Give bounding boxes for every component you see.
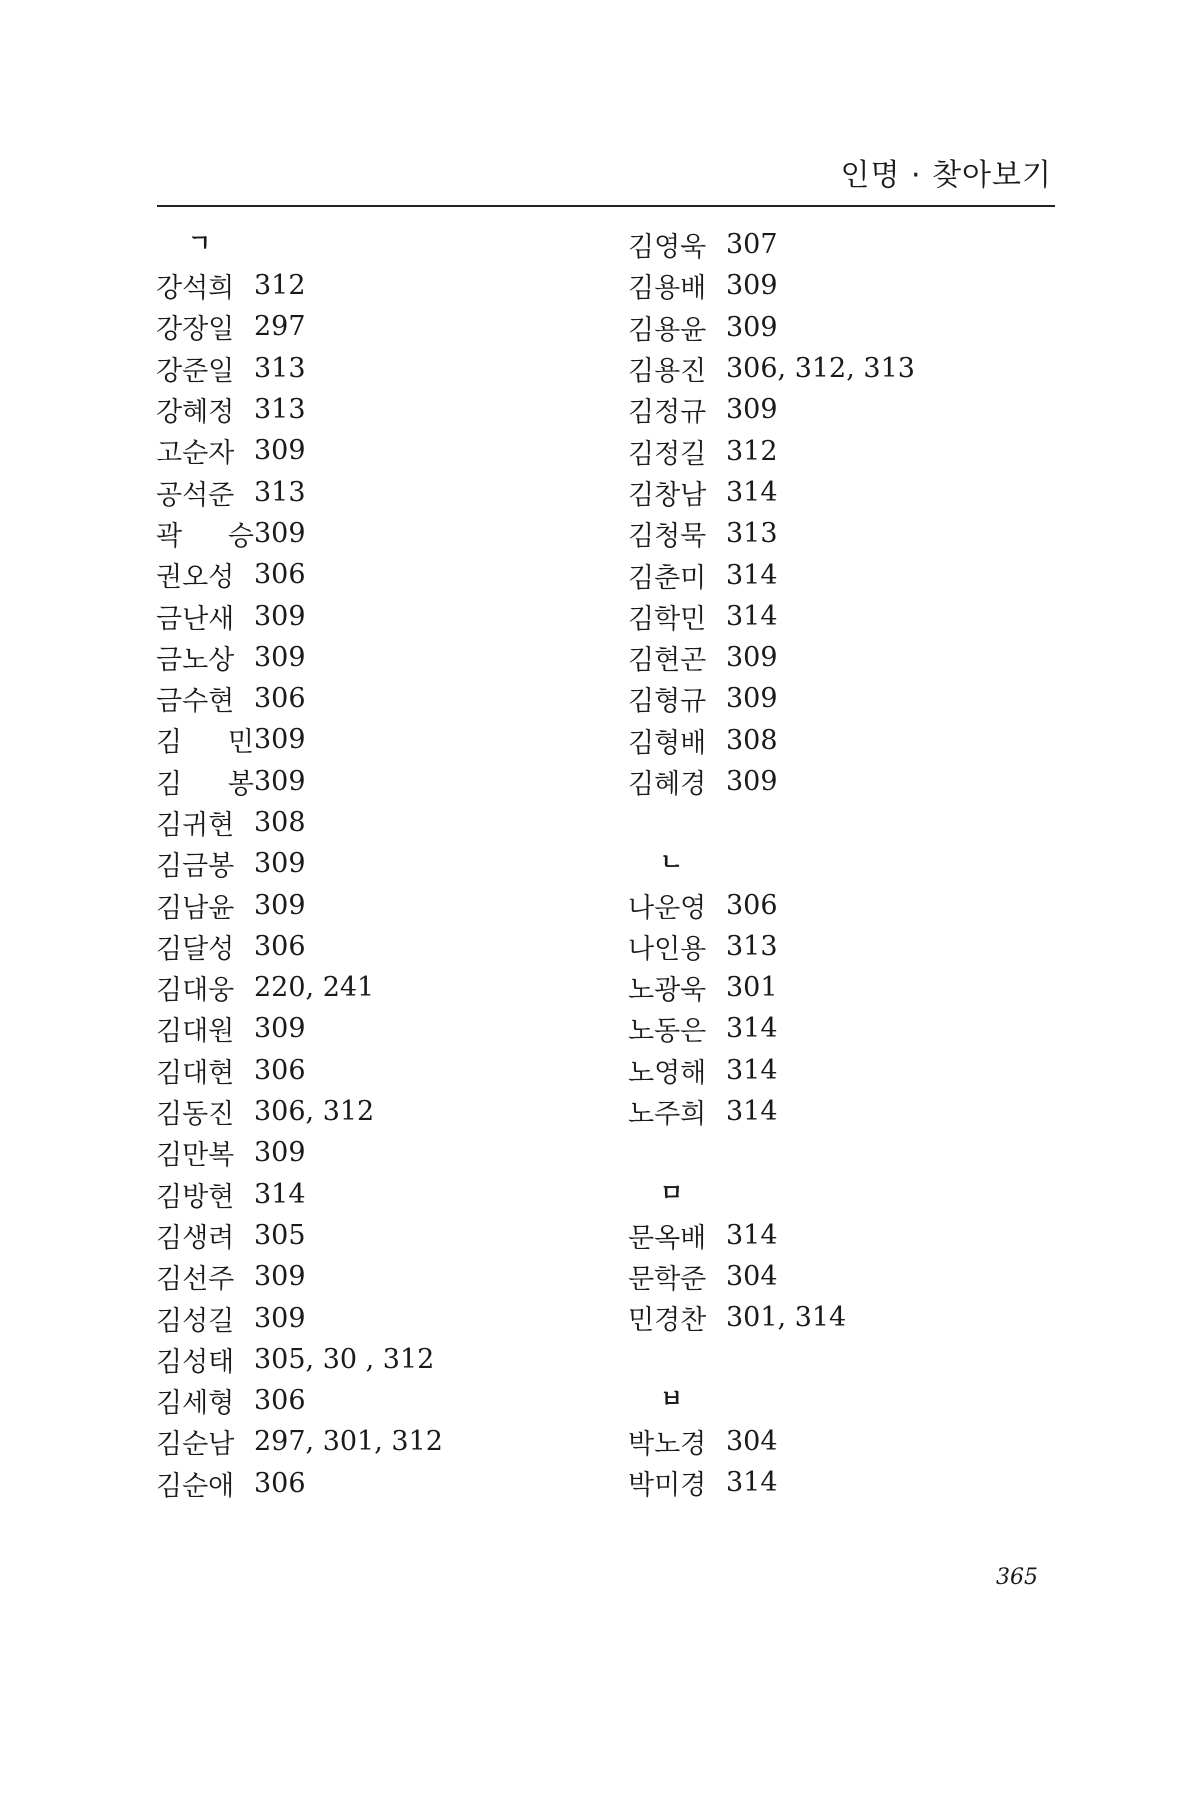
entry-pages: 314 [726,1013,778,1045]
entry-name: 김정길 [628,438,707,470]
entry-name: 문옥배 [628,1222,707,1254]
entry-name: 김금봉 [156,851,235,883]
index-entry [156,513,576,554]
index-entry [156,306,576,347]
index-entry [156,678,576,719]
entry-name: 김생려 [156,1222,235,1254]
entry-pages: 309 [254,1137,306,1169]
entry-pages: 309 [254,889,306,921]
index-entry [156,430,576,471]
index-entry [156,1008,576,1049]
entry-name: 노광욱 [628,975,707,1007]
index-entry [156,719,576,760]
index-entry [156,1050,576,1091]
entry-pages: 301, 314 [726,1302,847,1334]
entry-name: 김남윤 [156,892,235,924]
entry-pages: 306, 312, 313 [726,353,915,385]
entry-pages: 308 [254,807,306,838]
index-entry [628,1050,1048,1091]
index-entry [156,1215,576,1256]
entry-name: 김대현 [156,1057,235,1089]
entry-pages: 313 [726,930,778,962]
entry-pages: 309 [254,641,306,673]
index-entry [628,472,1048,513]
entry-name: 김창남 [628,479,707,511]
index-entry [156,1174,576,1215]
index-entry [156,926,576,967]
index-entry [156,1463,576,1504]
entry-name: 금노상 [156,644,235,676]
section-letter: ㅂ [660,1384,684,1413]
index-entry [156,1132,576,1173]
entry-name: 김형배 [628,727,707,759]
entry-pages: 309 [726,766,778,797]
index-entry [628,761,1048,802]
entry-name: 김영욱 [628,232,707,264]
entry-name: 김귀현 [156,810,235,841]
section-gap [628,802,1048,843]
index-entry [156,1380,576,1421]
entry-name: 김달성 [156,933,235,965]
entry-pages: 297, 301, 312 [254,1426,443,1458]
entry-name: 김혜경 [628,769,707,800]
entry-pages: 313 [254,352,306,384]
entry-pages: 309 [254,517,306,549]
entry-name: 김춘미 [628,562,707,594]
section-letter: ㄱ [188,229,212,257]
entry-name: 강혜정 [156,397,235,429]
entry-pages: 301 [726,972,778,1004]
index-entry [628,1256,1048,1297]
entry-name: 김정규 [628,397,707,429]
entry-pages: 309 [726,394,778,426]
entry-name: 김용진 [628,356,707,388]
index-entry [156,471,576,512]
entry-pages: 312 [726,435,778,467]
entry-name: 박미경 [628,1470,707,1502]
entry-name: 강준일 [156,355,235,387]
entry-name: 김세형 [156,1388,235,1420]
entry-pages: 306 [254,1054,306,1086]
entry-name: 권오성 [156,562,235,594]
index-entry [628,348,1048,389]
entry-pages: 313 [254,476,306,508]
entry-pages: 309 [254,600,306,632]
entry-name: 김대웅 [156,975,235,1007]
entry-pages: 309 [254,848,306,880]
entry-name: 김용윤 [628,314,707,346]
index-entry [156,802,576,843]
header-rule [157,205,1055,207]
section-gap [628,1132,1048,1173]
entry-pages: 220, 241 [254,972,375,1004]
entry-name: 공석준 [156,479,235,511]
index-entry [628,1215,1048,1256]
entry-name: 노동은 [628,1016,707,1048]
entry-name: 김만복 [156,1140,235,1172]
index-entry [156,1297,576,1338]
index-entry [156,265,576,306]
entry-pages: 306 [254,1467,306,1499]
index-entry [628,265,1048,306]
entry-pages: 313 [254,394,306,426]
index-entry [156,348,576,389]
index-entry [628,1008,1048,1049]
index-entry [628,1421,1048,1462]
index-entry [628,884,1048,925]
entry-name: 김학민 [628,603,707,635]
running-header: 인명 · 찾아보기 [840,158,1052,193]
entry-pages: 314 [726,1054,778,1086]
index-entry [628,389,1048,430]
index-entry [628,720,1048,761]
index-entry [156,554,576,595]
entry-name: 노영해 [628,1057,707,1089]
index-entry [628,307,1048,348]
index-entry [628,637,1048,678]
entry-pages: 314 [726,600,778,632]
section-gap [628,1338,1048,1379]
entry-pages: 307 [726,229,778,261]
entry-name: 김현곤 [628,645,707,677]
entry-pages: 306 [726,889,778,921]
index-entry [156,1091,576,1132]
entry-name: 김성태 [156,1346,235,1378]
index-entry [628,678,1048,719]
index-entry [628,596,1048,637]
index-entry [156,884,576,925]
index-column-right [628,224,1048,1503]
index-entry [156,1339,576,1380]
entry-pages: 309 [254,724,306,756]
index-entry [156,843,576,884]
entry-pages: 309 [726,270,778,302]
entry-pages: 313 [726,518,778,550]
entry-name: 강석희 [156,273,235,305]
entry-name: 김순남 [156,1429,235,1461]
entry-pages: 309 [254,765,306,797]
entry-name: 곽 승 [156,520,254,552]
entry-pages: 306, 312 [254,1096,375,1128]
entry-name: 김 민 [156,727,254,759]
entry-pages: 305, 30 , 312 [254,1343,435,1375]
entry-name: 문학준 [628,1263,707,1295]
entry-name: 김청묵 [628,521,707,553]
index-column-left [156,224,576,1504]
entry-pages: 312 [254,270,306,302]
entry-name: 고순자 [156,438,235,470]
entry-pages: 314 [726,1096,778,1128]
section-letter: ㅁ [660,1178,684,1207]
entry-pages: 305 [254,1219,306,1251]
entry-name: 강장일 [156,314,235,346]
index-entry [156,761,576,802]
entry-pages: 297 [254,311,306,343]
entry-name: 민경찬 [628,1305,707,1337]
index-entry [156,1256,576,1297]
entry-pages: 304 [726,1260,778,1292]
entry-name: 김 봉 [156,768,254,800]
index-entry [156,967,576,1008]
entry-name: 김선주 [156,1264,235,1296]
entry-name: 김형규 [628,686,707,718]
index-entry [628,554,1048,595]
entry-pages: 309 [254,1302,306,1334]
entry-pages: 314 [726,476,778,508]
index-entry [628,967,1048,1008]
index-entry [628,1462,1048,1503]
entry-name: 노주희 [628,1099,707,1131]
section-letter: ㄴ [660,848,684,877]
index-entry [156,389,576,430]
entry-pages: 314 [726,1467,778,1499]
entry-name: 나운영 [628,892,707,924]
index-entry [156,595,576,636]
entry-name: 김동진 [156,1099,235,1131]
entry-name: 김방현 [156,1181,235,1213]
entry-pages: 314 [726,559,778,591]
entry-name: 김용배 [628,273,707,305]
entry-name: 금수현 [156,686,235,718]
index-entry [628,224,1048,265]
index-entry [628,1091,1048,1132]
entry-name: 금난새 [156,603,235,635]
index-entry [628,1297,1048,1338]
entry-pages: 308 [726,724,778,756]
entry-pages: 309 [254,435,306,467]
entry-pages: 304 [726,1425,778,1457]
index-entry [628,513,1048,554]
entry-pages: 309 [254,1261,306,1293]
entry-name: 나인용 [628,933,707,965]
entry-pages: 306 [254,930,306,962]
entry-pages: 309 [254,1013,306,1045]
entry-pages: 306 [254,1385,306,1417]
entry-pages: 306 [254,683,306,715]
index-entry [628,430,1048,471]
entry-name: 박노경 [628,1428,707,1460]
index-entry [156,1421,576,1462]
index-entry [628,926,1048,967]
entry-pages: 309 [726,683,778,715]
entry-pages: 306 [254,559,306,591]
entry-pages: 314 [726,1219,778,1251]
entry-name: 김대원 [156,1016,235,1048]
entry-pages: 314 [254,1178,306,1210]
entry-name: 김성길 [156,1305,235,1337]
entry-pages: 309 [726,642,778,674]
index-entry [156,637,576,678]
page-number: 365 [996,1565,1038,1590]
entry-pages: 309 [726,311,778,343]
entry-name: 김순애 [156,1470,235,1502]
